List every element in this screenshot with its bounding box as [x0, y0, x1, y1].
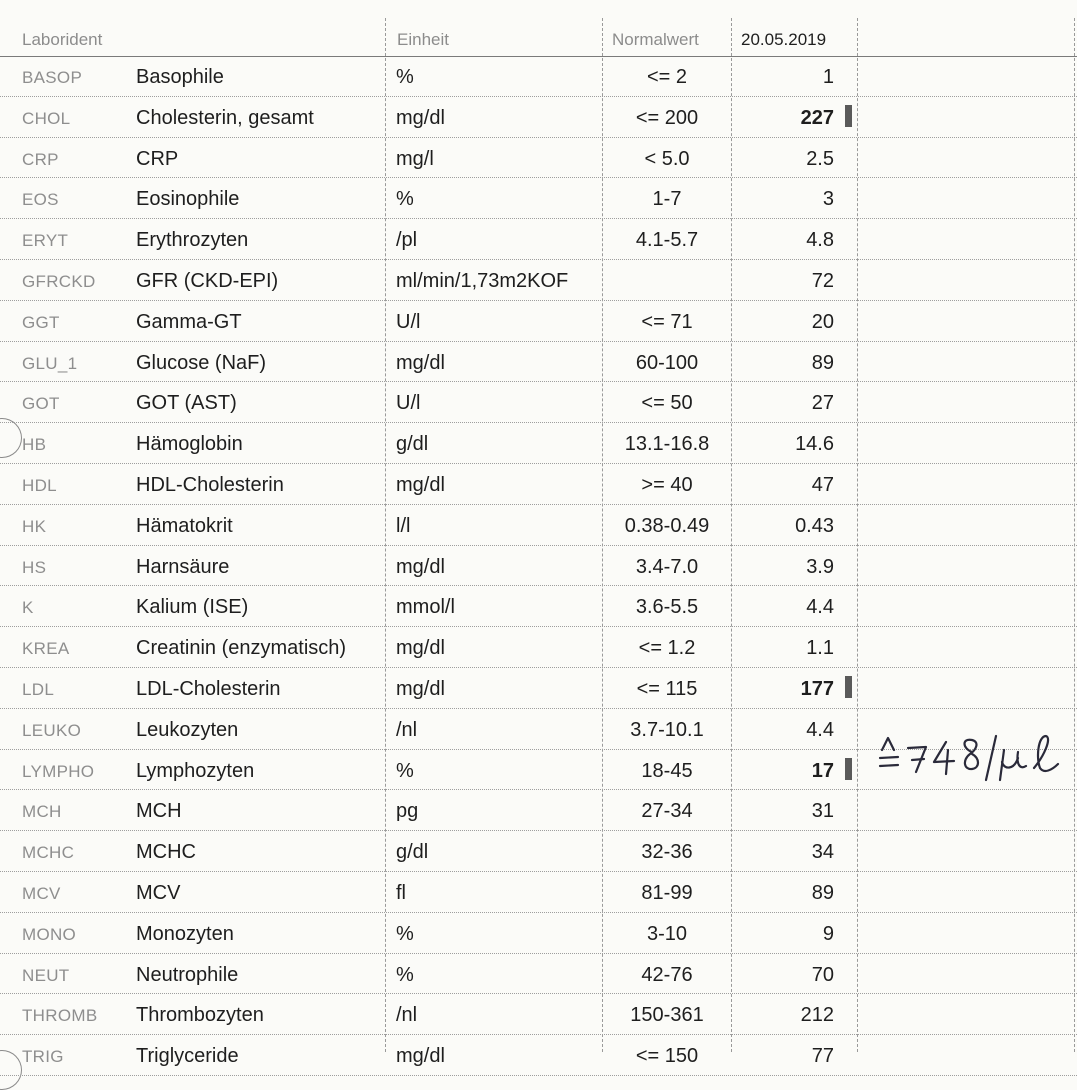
test-name: MCHC [136, 841, 196, 864]
table-row [0, 382, 1077, 423]
lab-code: MCH [22, 802, 62, 822]
lab-code: BASOP [22, 68, 83, 87]
result-value: 17 [811, 759, 834, 782]
unit: ml/min/1,73m2KOF [396, 269, 569, 292]
result-value: 4.4 [806, 596, 834, 619]
test-name: GFR (CKD-EPI) [136, 269, 279, 292]
test-name: MCV [136, 881, 181, 904]
lab-code: GLU_1 [22, 353, 78, 373]
lab-code: MONO [22, 924, 77, 944]
reference-range: 81-99 [641, 881, 693, 904]
test-name: Hämatokrit [136, 514, 233, 537]
test-name: Monozyten [136, 922, 234, 945]
test-name: Gamma-GT [136, 310, 242, 333]
reference-range: 1-7 [652, 188, 682, 211]
lab-code: HDL [22, 475, 57, 495]
test-name: Thrombozyten [136, 1004, 264, 1027]
reference-range: <= 71 [641, 310, 693, 333]
unit: U/l [396, 392, 421, 415]
lab-code: LEUKO [22, 720, 82, 740]
table-header [0, 22, 1077, 57]
result-value: 3 [822, 188, 834, 211]
header-einheit: Einheit [397, 30, 449, 49]
lab-code: GGT [22, 312, 60, 332]
reference-range: 3.6-5.5 [635, 596, 699, 619]
result-value: 177 [800, 677, 834, 700]
reference-range: <= 2 [646, 66, 688, 88]
lab-code: NEUT [22, 965, 70, 985]
table-row [0, 994, 1077, 1035]
test-name: MCH [136, 800, 182, 823]
result-value: 9 [822, 922, 834, 945]
unit: mg/dl [396, 106, 445, 129]
reference-range: 3-10 [646, 922, 688, 945]
reference-range: 13.1-16.8 [624, 433, 710, 456]
result-value: 212 [800, 1004, 834, 1027]
table-row [0, 790, 1077, 831]
table-row [0, 1035, 1077, 1076]
table-row [0, 831, 1077, 872]
test-name: Lymphozyten [136, 759, 255, 782]
table-row [0, 219, 1077, 260]
table-row [0, 627, 1077, 668]
test-name: Eosinophile [136, 188, 240, 211]
result-value: 89 [811, 351, 834, 374]
unit: % [396, 66, 414, 88]
test-name: HDL-Cholesterin [136, 473, 284, 496]
test-name: Glucose (NaF) [136, 351, 267, 374]
test-name: Basophile [136, 66, 224, 88]
table-row [0, 872, 1077, 913]
lab-code: HB [22, 435, 47, 455]
test-name: CRP [136, 147, 179, 170]
lab-code: HS [22, 557, 47, 577]
unit: g/dl [396, 433, 429, 456]
unit: mg/dl [396, 1045, 445, 1068]
reference-range: <= 115 [636, 677, 698, 700]
result-value: 89 [811, 881, 834, 904]
handwritten-note [876, 728, 1076, 784]
unit: % [396, 963, 414, 986]
lab-code: THROMB [22, 1006, 98, 1026]
result-value: 27 [811, 392, 834, 415]
reference-range: <= 200 [635, 106, 699, 129]
lab-code: TRIG [22, 1047, 64, 1067]
lab-code: GFRCKD [22, 271, 96, 291]
reference-range: 0.38-0.49 [624, 514, 710, 537]
test-name: LDL-Cholesterin [136, 677, 281, 700]
result-value: 70 [811, 963, 834, 986]
test-name: Triglyceride [136, 1045, 239, 1068]
unit: mg/dl [396, 555, 445, 578]
unit: U/l [396, 310, 421, 333]
lab-code: KREA [22, 639, 70, 659]
table-row [0, 260, 1077, 301]
lab-code: EOS [22, 190, 59, 210]
reference-range: 60-100 [635, 351, 699, 374]
table-row [0, 97, 1077, 138]
header-normalwert: Normalwert [612, 30, 699, 49]
test-name: Creatinin (enzymatisch) [136, 637, 347, 660]
reference-range: 150-361 [630, 1004, 704, 1027]
reference-range: 27-34 [641, 800, 693, 823]
lab-code: GOT [22, 394, 60, 414]
result-value: 1.1 [806, 637, 834, 660]
test-name: GOT (AST) [136, 392, 237, 415]
result-value: 4.8 [806, 229, 834, 252]
lab-code: CHOL [22, 108, 71, 128]
result-value: 227 [800, 106, 834, 129]
result-value: 47 [811, 473, 834, 496]
test-name: Hämoglobin [136, 433, 243, 456]
test-name: Cholesterin, gesamt [136, 106, 314, 129]
lab-code: MCV [22, 883, 61, 903]
unit: fl [396, 881, 406, 904]
out-of-range-flag [845, 105, 852, 127]
table-row [0, 56, 1077, 97]
result-value: 1 [822, 66, 834, 88]
header-date: 20.05.2019 [741, 30, 827, 49]
reference-range: 4.1-5.7 [635, 229, 699, 252]
result-value: 31 [811, 800, 834, 823]
result-value: 4.4 [806, 718, 834, 741]
result-value: 72 [811, 269, 834, 292]
reference-range: < 5.0 [644, 147, 690, 170]
table-row [0, 668, 1077, 709]
reference-range: 3.4-7.0 [635, 555, 699, 578]
unit: l/l [396, 514, 411, 537]
table-row [0, 423, 1077, 464]
unit: % [396, 188, 414, 211]
table-row [0, 342, 1077, 383]
lab-code: MCHC [22, 843, 75, 863]
unit: /nl [396, 1004, 418, 1027]
result-value: 34 [811, 841, 834, 864]
reference-range: <= 150 [635, 1045, 699, 1068]
test-name: Leukozyten [136, 718, 239, 741]
unit: mg/dl [396, 473, 445, 496]
result-value: 2.5 [806, 147, 834, 170]
out-of-range-flag [845, 676, 852, 698]
unit: mg/dl [396, 677, 445, 700]
table-row [0, 301, 1077, 342]
lab-code: HK [22, 516, 47, 536]
result-value: 77 [811, 1045, 834, 1068]
unit: mmol/l [396, 596, 455, 619]
table-row [0, 138, 1077, 179]
table-row [0, 178, 1077, 219]
unit: % [396, 922, 414, 945]
unit: mg/dl [396, 637, 445, 660]
header-laborident: Laborident [22, 30, 103, 49]
reference-range: >= 40 [641, 473, 693, 496]
unit: g/dl [396, 841, 429, 864]
handwritten-note-ink [876, 728, 1076, 784]
lab-code: CRP [22, 149, 59, 169]
lab-code: ERYT [22, 231, 69, 251]
lab-code: K [22, 598, 34, 618]
reference-range: <= 50 [641, 392, 693, 415]
table-row [0, 505, 1077, 546]
unit: mg/l [396, 147, 434, 170]
out-of-range-flag [845, 758, 852, 780]
reference-range: 3.7-10.1 [630, 718, 704, 741]
unit: /nl [396, 718, 418, 741]
unit: /pl [396, 229, 418, 252]
test-name: Harnsäure [136, 555, 230, 578]
unit: % [396, 759, 414, 782]
lab-results-table [0, 56, 1077, 1076]
table-row [0, 954, 1077, 995]
reference-range: 42-76 [641, 963, 693, 986]
lab-code: LYMPHO [22, 761, 95, 781]
table-row [0, 913, 1077, 954]
unit: pg [396, 800, 419, 823]
reference-range: 32-36 [641, 841, 693, 864]
table-row [0, 546, 1077, 587]
reference-range: 18-45 [641, 759, 693, 782]
unit: mg/dl [396, 351, 445, 374]
test-name: Erythrozyten [136, 229, 249, 252]
result-value: 0.43 [795, 514, 834, 537]
result-value: 3.9 [806, 555, 834, 578]
result-value: 14.6 [795, 433, 834, 456]
test-name: Kalium (ISE) [136, 596, 249, 619]
test-name: Neutrophile [136, 963, 239, 986]
table-row [0, 586, 1077, 627]
lab-code: LDL [22, 679, 55, 699]
result-value: 20 [811, 310, 834, 333]
reference-range: <= 1.2 [638, 637, 696, 660]
table-row [0, 464, 1077, 505]
